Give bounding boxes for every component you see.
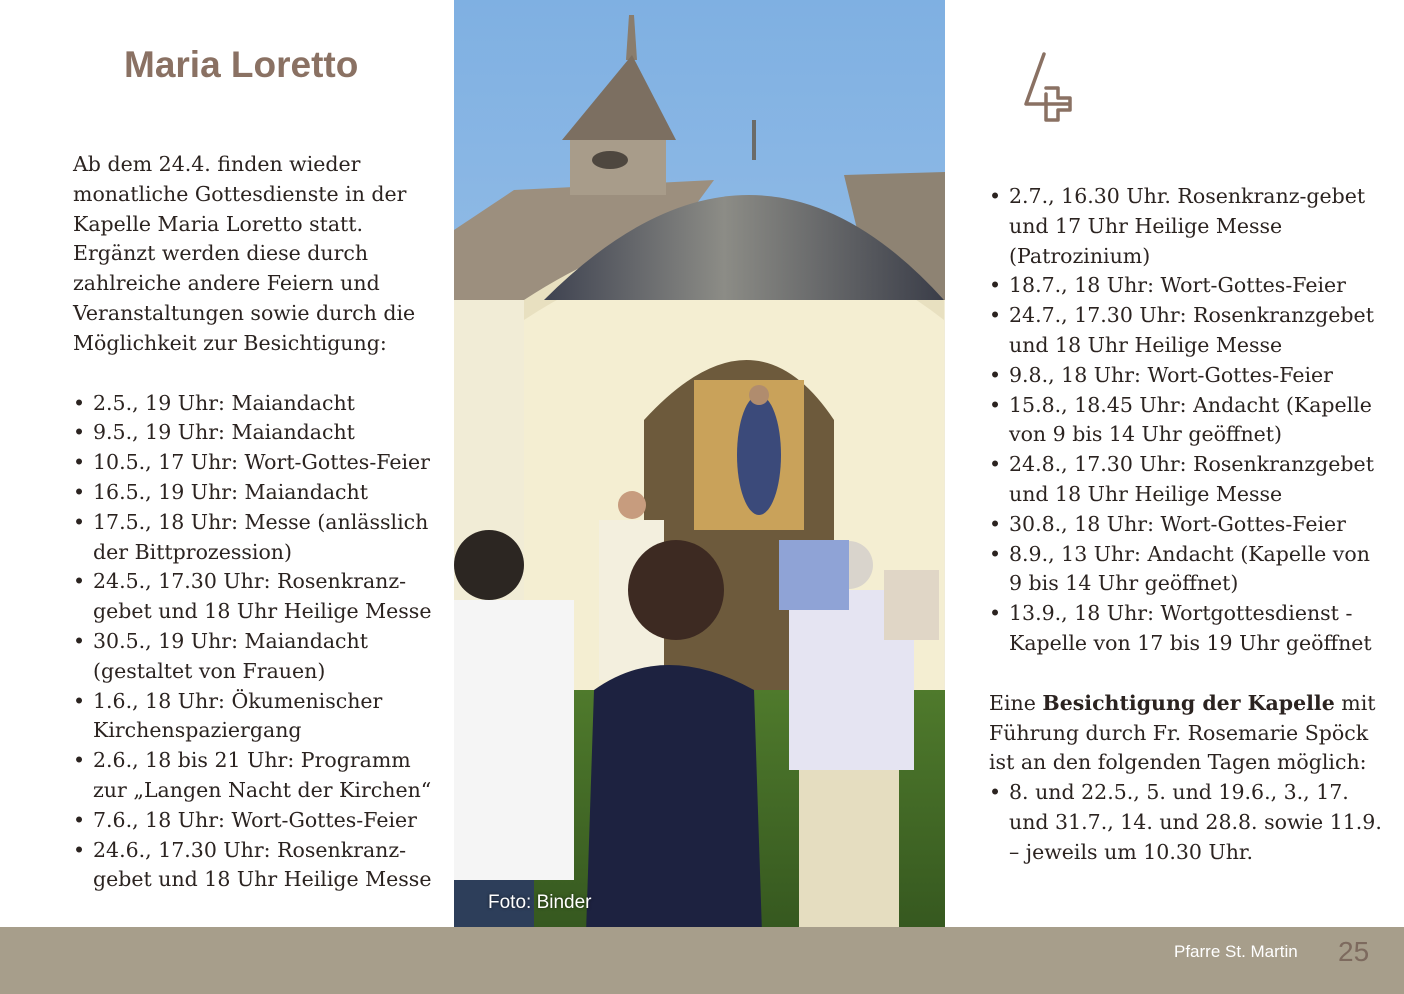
intro-paragraph: Ab dem 24.4. finden wieder monatliche Gottesdienste in der Kapelle Maria Loretto statt. Ergänzt werden diese durch zahlreiche andere Feiern und Veranstaltungen sowie durch die Möglichkeit zur Besichtigung: [73, 152, 416, 355]
date-item: • 24.8., 17.30 Uhr: Rosenkranzgebet und 18 Uhr Heilige Messe [989, 450, 1389, 510]
date-item: • 16.5., 19 Uhr: Maiandacht [73, 478, 438, 508]
date-item: • 30.5., 19 Uhr: Maiandacht (gestaltet von Frauen) [73, 627, 438, 687]
photo-credit: Foto: Binder [488, 892, 592, 913]
visit-date-list [989, 778, 1389, 867]
date-item: • 13.9., 18 Uhr: Wortgottesdienst - Kapelle von 17 bis 19 Uhr geöffnet [989, 599, 1389, 659]
visit-paragraph [989, 689, 1389, 778]
date-item: • 18.7., 18 Uhr: Wort-Gottes-Feier [989, 271, 1389, 301]
parish-name: Pfarre St. Martin [1174, 942, 1298, 961]
date-item: • 9.8., 18 Uhr: Wort-Gottes-Feier [989, 361, 1389, 391]
visit-suffix: mit Führung durch Fr. Rosemarie Spöck ist an den folgenden Tagen möglich: [989, 690, 1376, 775]
date-item: • 8. und 22.5., 5. und 19.6., 3., 17. und 31.7., 14. und 28.8. sowie 11.9. – jeweils um 10.30 Uhr. [989, 778, 1389, 867]
date-item: • 10.5., 17 Uhr: Wort-Gottes-Feier [73, 448, 438, 478]
date-item: • 7.6., 18 Uhr: Wort-Gottes-Feier [73, 806, 438, 836]
date-item: • 24.7., 17.30 Uhr: Rosenkranzgebet und 18 Uhr Heilige Messe [989, 301, 1389, 361]
number-four-icon [1016, 50, 1080, 124]
date-item: • 24.6., 17.30 Uhr: Rosenkranz-gebet und 18 Uhr Heilige Messe [73, 836, 438, 896]
date-list-left [73, 389, 438, 896]
left-column [73, 150, 438, 895]
date-item: • 2.7., 16.30 Uhr. Rosenkranz-gebet und 17 Uhr Heilige Messe (Patrozinium) [989, 182, 1389, 271]
visit-prefix: Eine [989, 690, 1043, 715]
date-item: • 8.9., 13 Uhr: Andacht (Kapelle von 9 bis 14 Uhr geöffnet) [989, 540, 1389, 600]
date-item: • 24.5., 17.30 Uhr: Rosenkranz-gebet und 18 Uhr Heilige Messe [73, 567, 438, 627]
page-number: 25 [1338, 936, 1370, 967]
visit-bold: Besichtigung der Kapelle [1042, 690, 1335, 715]
date-item: • 2.5., 19 Uhr: Maiandacht [73, 389, 438, 419]
page-title: Maria Loretto [124, 44, 359, 85]
chapel-photo [454, 0, 945, 994]
date-item: • 9.5., 19 Uhr: Maiandacht [73, 418, 438, 448]
date-item: • 2.6., 18 bis 21 Uhr: Programm zur „Langen Nacht der Kirchen“ [73, 746, 438, 806]
chapel-illustration [454, 0, 945, 994]
date-item: • 30.8., 18 Uhr: Wort-Gottes-Feier [989, 510, 1389, 540]
date-item: • 17.5., 18 Uhr: Messe (anlässlich der Bittprozession) [73, 508, 438, 568]
date-item: • 1.6., 18 Uhr: Ökumenischer Kirchenspaziergang [73, 687, 438, 747]
date-list-right [989, 182, 1389, 659]
date-item: • 15.8., 18.45 Uhr: Andacht (Kapelle von 9 bis 14 Uhr geöffnet) [989, 391, 1389, 451]
right-column [989, 182, 1389, 868]
